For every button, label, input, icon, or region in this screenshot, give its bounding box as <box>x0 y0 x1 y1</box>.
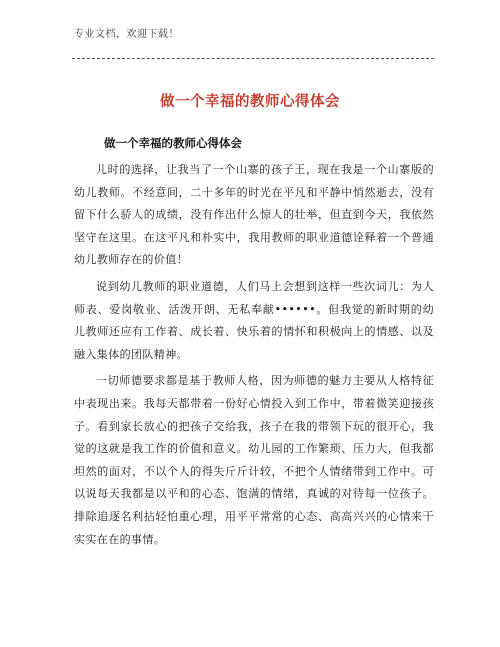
paragraph-2: 说到幼儿教师的职业道德，人们马上会想到这样一些次词儿：为人师表、爱岗敬业、活泼开朗、无私奉献••••••。但我觉的新时期的幼儿教师还应有工作着、成长着、快乐着的情怀和积极向上的情感、以及融入集体的团队精神。 <box>74 279 434 361</box>
paragraph-1: 儿时的选择，让我当了一个山寨的孩子王，现在我是一个山寨版的幼儿教师。不经意间，二十多年的时光在平凡和平静中悄然逝去，没有留下什么骄人的成绩，没有作出什么惊人的壮举，但直到今天，我依然坚守在这里。在这平凡和朴实中，我用教师的职业道德诠释着一个普通幼儿教师存在的价值！ <box>74 163 434 267</box>
header-divider <box>72 58 434 59</box>
document-body <box>74 159 434 555</box>
page-header-text: 专业文档，欢迎下载！ <box>74 29 179 40</box>
document-title: 做一个幸福的教师心得体会 <box>160 94 340 110</box>
document-subtitle: 做一个幸福的教师心得体会 <box>104 136 242 150</box>
paragraph-3: 一切师德要求都是基于教师人格，因为师德的魅力主要从人格特征中表现出来。我每天都带着一份好心情投入到工作中，带着微笑迎接孩子。看到家长放心的把孩子交给我，孩子在我的带领下玩的很开心，我觉的这就是我工作的价值和意义。幼儿园的工作繁琐、压力大，但我都坦然的面对，不以个人的得失斤斤计较，不把个人情绪带到工作中。可以说每天我都是以平和的心态、饱满的情绪，真诚的对待每一位孩子。排除追逐名利拈轻怕重心理，用平平常常的心态、高高兴兴的心情来干实实在在的事情。 <box>74 374 434 546</box>
